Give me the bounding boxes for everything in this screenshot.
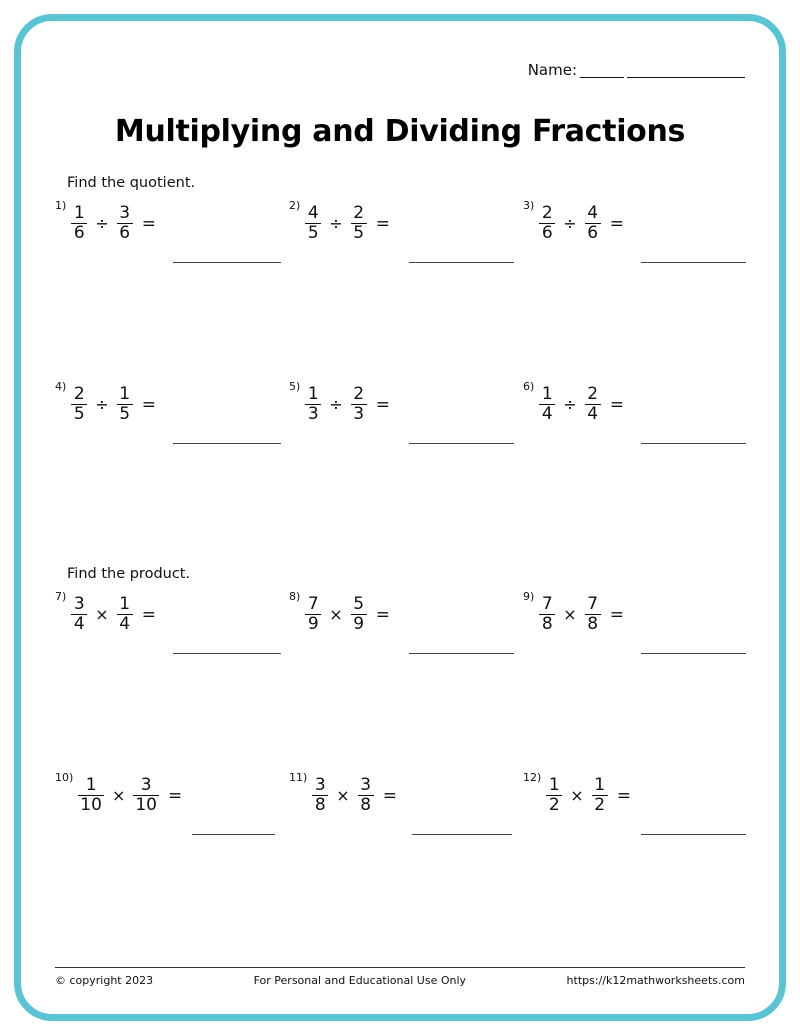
fraction-first	[71, 596, 87, 633]
denominator: 4	[73, 614, 85, 634]
problem-7	[55, 588, 289, 670]
fraction-second	[351, 205, 367, 242]
denominator: 8	[360, 795, 372, 815]
answer-blank[interactable]	[409, 262, 514, 263]
operator-icon: ×	[563, 605, 577, 624]
problem-row	[55, 197, 759, 279]
footer-copyright: © copyright 2023	[55, 974, 154, 987]
answer-blank[interactable]	[641, 262, 746, 263]
problem-expression	[71, 588, 156, 633]
problem-expression	[539, 197, 624, 242]
denominator: 6	[119, 223, 131, 243]
problem-number: 6)	[523, 380, 535, 393]
numerator: 7	[541, 594, 553, 614]
fraction-first	[539, 386, 555, 423]
numerator: 1	[594, 775, 606, 795]
problem-expression	[305, 197, 390, 242]
problem-expression	[71, 197, 156, 242]
numerator: 4	[587, 203, 599, 223]
numerator: 2	[353, 384, 365, 404]
problem-expression	[305, 378, 390, 423]
numerator: 2	[73, 384, 85, 404]
numerator: 3	[73, 594, 85, 614]
fraction-first	[305, 596, 321, 633]
fraction-second	[133, 777, 159, 814]
answer-blank[interactable]	[173, 262, 281, 263]
fraction-first	[305, 386, 321, 423]
problem-9	[523, 588, 757, 670]
problem-expression	[312, 769, 397, 814]
problem-3	[523, 197, 757, 279]
fraction-second	[117, 205, 133, 242]
operator-icon: ÷	[95, 395, 109, 414]
name-rule-long[interactable]	[627, 77, 745, 78]
denominator: 3	[307, 404, 319, 424]
operator-icon: ÷	[95, 214, 109, 233]
problem-10	[55, 769, 289, 851]
numerator: 1	[73, 203, 85, 223]
numerator: 1	[541, 384, 553, 404]
problem-number: 7)	[55, 590, 67, 603]
denominator: 4	[119, 614, 131, 634]
fraction-second	[358, 777, 374, 814]
problem-number: 2)	[289, 199, 301, 212]
fraction-first	[71, 386, 87, 423]
equals-sign: =	[382, 785, 397, 806]
problem-number: 8)	[289, 590, 301, 603]
fraction-second	[585, 205, 601, 242]
problem-number: 12)	[523, 771, 542, 784]
problem-6	[523, 378, 757, 460]
denominator: 8	[314, 795, 326, 815]
fraction-first	[305, 205, 321, 242]
operator-icon: ÷	[329, 214, 343, 233]
denominator: 4	[587, 404, 599, 424]
operator-icon: ×	[329, 605, 343, 624]
operator-icon: ÷	[563, 214, 577, 233]
denominator: 8	[541, 614, 553, 634]
answer-blank[interactable]	[192, 834, 275, 835]
numerator: 3	[140, 775, 152, 795]
fraction-second	[585, 386, 601, 423]
answer-blank[interactable]	[641, 443, 746, 444]
problem-2	[289, 197, 523, 279]
problem-number: 11)	[289, 771, 308, 784]
numerator: 1	[119, 594, 131, 614]
answer-blank[interactable]	[641, 834, 746, 835]
denominator: 10	[80, 795, 102, 815]
denominator: 5	[73, 404, 85, 424]
denominator: 9	[307, 614, 319, 634]
operator-icon: ×	[570, 786, 584, 805]
operator-icon: ÷	[563, 395, 577, 414]
fraction-second	[351, 386, 367, 423]
denominator: 5	[119, 404, 131, 424]
denominator: 6	[541, 223, 553, 243]
numerator: 4	[307, 203, 319, 223]
page-title: Multiplying and Dividing Fractions	[114, 114, 686, 149]
problem-number: 9)	[523, 590, 535, 603]
problem-row	[55, 769, 759, 851]
problem-1	[55, 197, 289, 279]
fraction-first	[312, 777, 328, 814]
equals-sign: =	[609, 604, 624, 625]
operator-icon: ÷	[329, 395, 343, 414]
numerator: 2	[587, 384, 599, 404]
denominator: 9	[353, 614, 365, 634]
problem-5	[289, 378, 523, 460]
operator-icon: ×	[111, 786, 126, 805]
numerator: 7	[307, 594, 319, 614]
footer-url: https://k12mathworksheets.com	[566, 974, 745, 987]
problem-expression	[539, 378, 624, 423]
answer-blank[interactable]	[409, 653, 514, 654]
problem-number: 4)	[55, 380, 67, 393]
name-rule-short[interactable]	[580, 77, 624, 78]
answer-blank[interactable]	[641, 653, 746, 654]
problem-expression	[539, 588, 624, 633]
footer-usage-notice: For Personal and Educational Use Only	[253, 974, 467, 987]
problem-8	[289, 588, 523, 670]
operator-icon: ×	[95, 605, 109, 624]
equals-sign: =	[141, 394, 156, 415]
problem-expression	[78, 769, 182, 814]
fraction-first	[539, 205, 555, 242]
equals-sign: =	[141, 213, 156, 234]
fraction-second	[592, 777, 608, 814]
equals-sign: =	[609, 213, 624, 234]
fraction-first	[546, 777, 562, 814]
denominator: 2	[548, 795, 560, 815]
denominator: 5	[353, 223, 365, 243]
equals-sign: =	[375, 394, 390, 415]
denominator: 4	[541, 404, 553, 424]
problem-4	[55, 378, 289, 460]
problem-expression	[305, 588, 390, 633]
footer	[55, 974, 745, 987]
denominator: 8	[587, 614, 599, 634]
equals-sign: =	[167, 785, 183, 806]
numerator: 1	[548, 775, 560, 795]
name-label: Name:	[527, 61, 577, 79]
name-field[interactable]	[528, 63, 745, 78]
problem-row	[55, 378, 759, 460]
equals-sign: =	[375, 604, 390, 625]
numerator: 3	[314, 775, 326, 795]
equals-sign: =	[609, 394, 624, 415]
numerator: 1	[119, 384, 131, 404]
answer-blank[interactable]	[173, 653, 281, 654]
footer-divider	[55, 967, 745, 968]
equals-sign: =	[616, 785, 631, 806]
denominator: 5	[307, 223, 319, 243]
fraction-first	[78, 777, 104, 814]
worksheet-page	[14, 14, 786, 1021]
numerator: 3	[119, 203, 131, 223]
operator-icon: ×	[336, 786, 350, 805]
equals-sign: =	[141, 604, 156, 625]
answer-blank[interactable]	[409, 443, 514, 444]
equals-sign: =	[375, 213, 390, 234]
problem-row	[55, 588, 759, 670]
problem-expression	[546, 769, 631, 814]
denominator: 3	[353, 404, 365, 424]
numerator: 1	[307, 384, 319, 404]
problem-expression	[71, 378, 156, 423]
answer-blank[interactable]	[412, 834, 512, 835]
denominator: 2	[594, 795, 606, 815]
problem-number: 1)	[55, 199, 67, 212]
fraction-second	[351, 596, 367, 633]
denominator: 6	[587, 223, 599, 243]
problem-number: 10)	[55, 771, 74, 784]
problem-number: 5)	[289, 380, 301, 393]
section-heading-product: Find the product.	[67, 566, 191, 582]
denominator: 10	[135, 795, 157, 815]
fraction-second	[117, 386, 133, 423]
numerator: 5	[353, 594, 365, 614]
numerator: 2	[541, 203, 553, 223]
numerator: 7	[587, 594, 599, 614]
answer-blank[interactable]	[173, 443, 281, 444]
numerator: 1	[85, 775, 97, 795]
fraction-first	[539, 596, 555, 633]
problem-11	[289, 769, 523, 851]
section-heading-quotient: Find the quotient.	[67, 175, 196, 191]
fraction-second	[585, 596, 601, 633]
problem-12	[523, 769, 757, 851]
numerator: 2	[353, 203, 365, 223]
worksheet-inner	[21, 21, 779, 1014]
fraction-second	[117, 596, 133, 633]
numerator: 3	[360, 775, 372, 795]
denominator: 6	[73, 223, 85, 243]
problem-number: 3)	[523, 199, 535, 212]
fraction-first	[71, 205, 87, 242]
